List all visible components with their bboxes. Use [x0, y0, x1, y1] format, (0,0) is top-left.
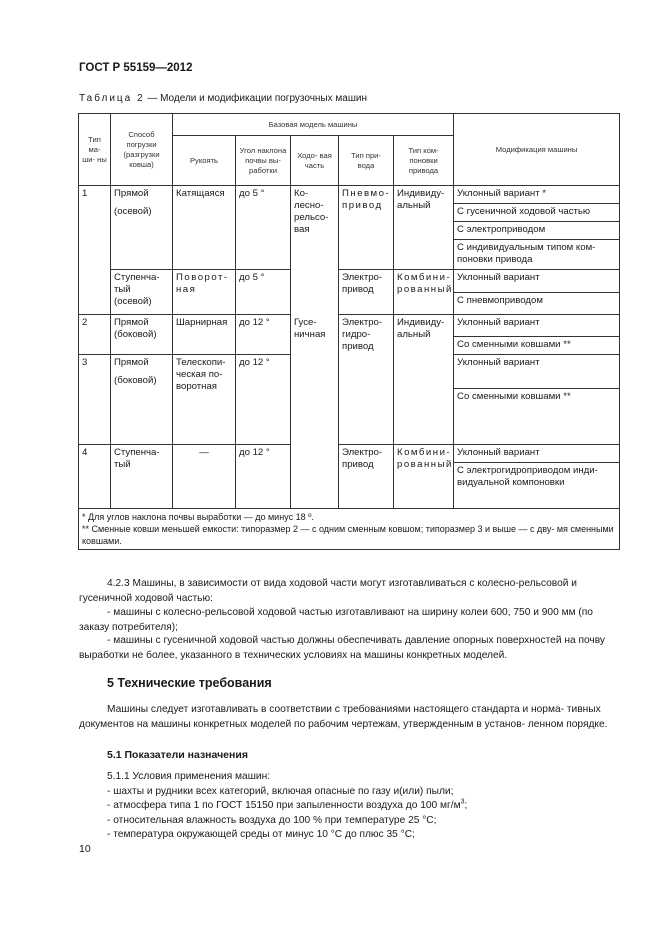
header-layout: Тип ком- поновки привода: [394, 136, 454, 186]
header-angle: Угол наклона почвы вы- работки: [236, 136, 291, 186]
row3-angle: до 12 °: [236, 355, 291, 445]
header-machine-type: Тип ма- ши- ны: [79, 114, 111, 186]
row1-drive: Пневмо- привод: [339, 186, 394, 270]
header-modification: Модификация машины: [454, 114, 620, 186]
row2-handle: Шарнирная: [173, 315, 236, 355]
row2-running-gear: Гусе- ничная: [291, 315, 339, 509]
paragraph-5: Машины следует изготавливать в соответствии с требованиями настоящего стандарта и норма- тивных документов на машины конкретных моделей по рабочим чертежам, утвержденным в установ- ленном порядке.: [79, 704, 608, 730]
row3-handle: Телескопи- ческая по- воротная: [173, 355, 236, 445]
row2-type: 2: [79, 315, 111, 355]
row4-mod-1: Уклонный вариант: [454, 445, 620, 463]
table-caption: [79, 93, 367, 104]
row1-handle: Катящаяся: [173, 186, 236, 270]
row1-type: 1: [79, 186, 111, 315]
table-footnotes: [79, 509, 620, 550]
header-handle: Рукоять: [173, 136, 236, 186]
paragraph-5-1-1: 5.1.1 Условия применения машин:: [107, 771, 271, 782]
row4-drive: Электро- привод: [339, 445, 394, 509]
row1-mod-1: Уклонный вариант *: [454, 186, 620, 204]
header-running-gear: Ходо- вая часть: [291, 136, 339, 186]
row1b-method: Ступенча- тый (осевой): [111, 270, 173, 315]
row2-layout: Индивиду- альный: [394, 315, 454, 445]
list-item-2: - атмосфера типа 1 по ГОСТ 15150 при запыленности воздуха до 100 $мг/м^3$;: [107, 798, 468, 811]
row4-handle: —: [173, 445, 236, 509]
row2-angle: до 12 °: [236, 315, 291, 355]
table-title: — Модели и модификации погрузочных машин: [144, 93, 367, 104]
footnote-1: * Для углов наклона почвы выработки — до минус 18 º.: [82, 512, 314, 522]
row2-method: Прямой (боковой): [111, 315, 173, 355]
row2-mod-2: Со сменными ковшами **: [454, 337, 620, 355]
row3-type: 3: [79, 355, 111, 445]
row3-mod-1: Уклонный вариант: [454, 355, 620, 389]
row4-method: Ступенча- тый: [111, 445, 173, 509]
paragraph-crawler: - машины с гусеничной ходовой частью должны обеспечивать давление опорных поверхностей на почву выработки не более, указанного в технических условиях на машины конкретных моделей.: [79, 635, 606, 661]
row1-running-gear: Ко- лесно- рельсо- вая: [291, 186, 339, 315]
row4-type: 4: [79, 445, 111, 509]
page-number: 10: [79, 843, 91, 855]
row4-mod-2: С электрогидроприводом инди- видуальной компоновки: [454, 463, 620, 509]
row2-drive: Электро- гидро- привод: [339, 315, 394, 445]
list-5-1-1: [107, 770, 620, 843]
header-base-model: Базовая модель машины: [173, 114, 454, 136]
row1-mod-4: С индивидуальным типом ком- поновки привода: [454, 240, 620, 270]
row1-mod-2: С гусеничной ходовой частью: [454, 204, 620, 222]
row3-method: Прямой (боковой): [111, 355, 173, 445]
row4-layout: Комбини- рованный: [394, 445, 454, 509]
row2-mod-1: Уклонный вариант: [454, 315, 620, 337]
row1-method: Прямой (осевой): [111, 186, 173, 270]
list-item-3: - относительная влажность воздуха до 100 % при температуре 25 °С;: [107, 814, 437, 826]
header-method: Способ погрузки (разгрузки ковша): [111, 114, 173, 186]
paragraph-4-2-3: 4.2.3 Машины, в зависимости от вида ходовой части могут изготавливаться с колесно-рельсовой и гусеничной ходовой частью:: [79, 578, 577, 604]
row1b-drive: Электро- привод: [339, 270, 394, 315]
header-drive: Тип при- вода: [339, 136, 394, 186]
list-item-4: - температура окружающей среды от минус 10 °С до плюс 35 °С;: [107, 829, 415, 840]
row1b-handle: Поворот- ная: [173, 270, 236, 315]
row1b-mod-1: Уклонный вариант: [454, 270, 620, 293]
footnote-2: ** Сменные ковши меньшей емкости: типоразмер 2 — с одним сменным ковшом; типоразмер 3 и выше — с дву- мя сменными ковшами.: [82, 524, 614, 546]
section-5-1-title: 5.1 Показатели назначения: [107, 749, 248, 761]
row4-angle: до 12 °: [236, 445, 291, 509]
row1-mod-3: С электроприводом: [454, 222, 620, 240]
document-header: ГОСТ Р 55159—2012: [79, 62, 193, 74]
row1b-mod-2: С пневмоприводом: [454, 293, 620, 315]
row3-mod-2: Со сменными ковшами **: [454, 389, 620, 445]
models-table: [78, 113, 620, 550]
table-label: Таблица 2: [79, 93, 145, 104]
section-5-title: 5 Технические требования: [107, 676, 272, 690]
row1-angle: до 5 °: [236, 186, 291, 270]
list-item-1: - шахты и рудники всех категорий, включая опасные по газу и(или) пыли;: [107, 785, 454, 797]
row1b-layout: Комбини- рованный: [394, 270, 454, 315]
paragraph-rail: - машины с колесно-рельсовой ходовой частью изготавливают на ширину колеи 600, 750 и 900 мм (по заказу потребителя);: [79, 607, 593, 633]
row1b-angle: до 5 °: [236, 270, 291, 315]
row1-layout: Индивиду- альный: [394, 186, 454, 270]
